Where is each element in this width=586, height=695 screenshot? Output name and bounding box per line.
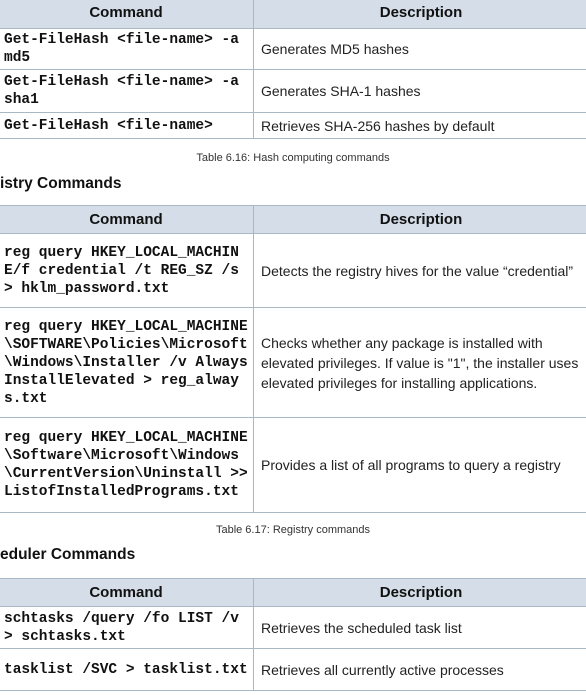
description-cell: Retrieves all currently active processes [254,649,586,691]
command-header: Command [0,0,254,29]
description-cell: Generates SHA-1 hashes [254,70,586,113]
description-header: Description [254,579,586,607]
table-header-row [0,206,586,234]
command-header: Command [0,206,254,234]
description-cell: Retrieves SHA-256 hashes by default [254,113,586,139]
table-row [0,607,586,649]
command-header: Command [0,579,254,607]
description-cell: Provides a list of all programs to query a registry [254,418,586,513]
table-row [0,29,586,70]
table-row [0,308,586,418]
section-heading: istry Commands [0,175,122,192]
description-cell: Detects the registry hives for the value “credential” [254,234,586,308]
table-row [0,649,586,691]
hash-commands-table [0,0,586,139]
table-header-row [0,579,586,607]
registry-commands-table [0,205,586,513]
command-cell: Get-FileHash <file-name> -a sha1 [0,70,254,113]
description-header: Description [254,0,586,29]
table-row [0,418,586,513]
command-cell: Get-FileHash <file-name> [0,113,254,139]
table-row [0,113,586,139]
command-cell: schtasks /query /fo LIST /v > schtasks.txt [0,607,254,649]
description-header: Description [254,206,586,234]
table-header-row [0,0,586,29]
table-caption: Table 6.17: Registry commands [215,524,371,536]
table-row [0,234,586,308]
table-row [0,70,586,113]
description-cell: Retrieves the scheduled task list [254,607,586,649]
description-cell: Generates MD5 hashes [254,29,586,70]
description-cell: Checks whether any package is installed with elevated privileges. If value is "1", the installer uses elevated privileges for installing applications. [254,308,586,418]
table-caption: Table 6.16: Hash computing commands [196,152,390,164]
command-cell: reg query HKEY_LOCAL_MACHINE/f credential /t REG_SZ /s > hklm_password.txt [0,234,254,308]
command-cell: Get-FileHash <file-name> -a md5 [0,29,254,70]
scheduler-commands-table [0,578,586,691]
command-cell: tasklist /SVC > tasklist.txt [0,649,254,691]
command-cell: reg query HKEY_LOCAL_MACHINE\Software\Microsoft\Windows\CurrentVersion\Uninstall >> ListofInstalledPrograms.txt [0,418,254,513]
command-cell: reg query HKEY_LOCAL_MACHINE\SOFTWARE\Policies\Microsoft\Windows\Installer /v AlwaysInstallElevated > reg_always.txt [0,308,254,418]
section-heading: eduler Commands [0,546,136,563]
